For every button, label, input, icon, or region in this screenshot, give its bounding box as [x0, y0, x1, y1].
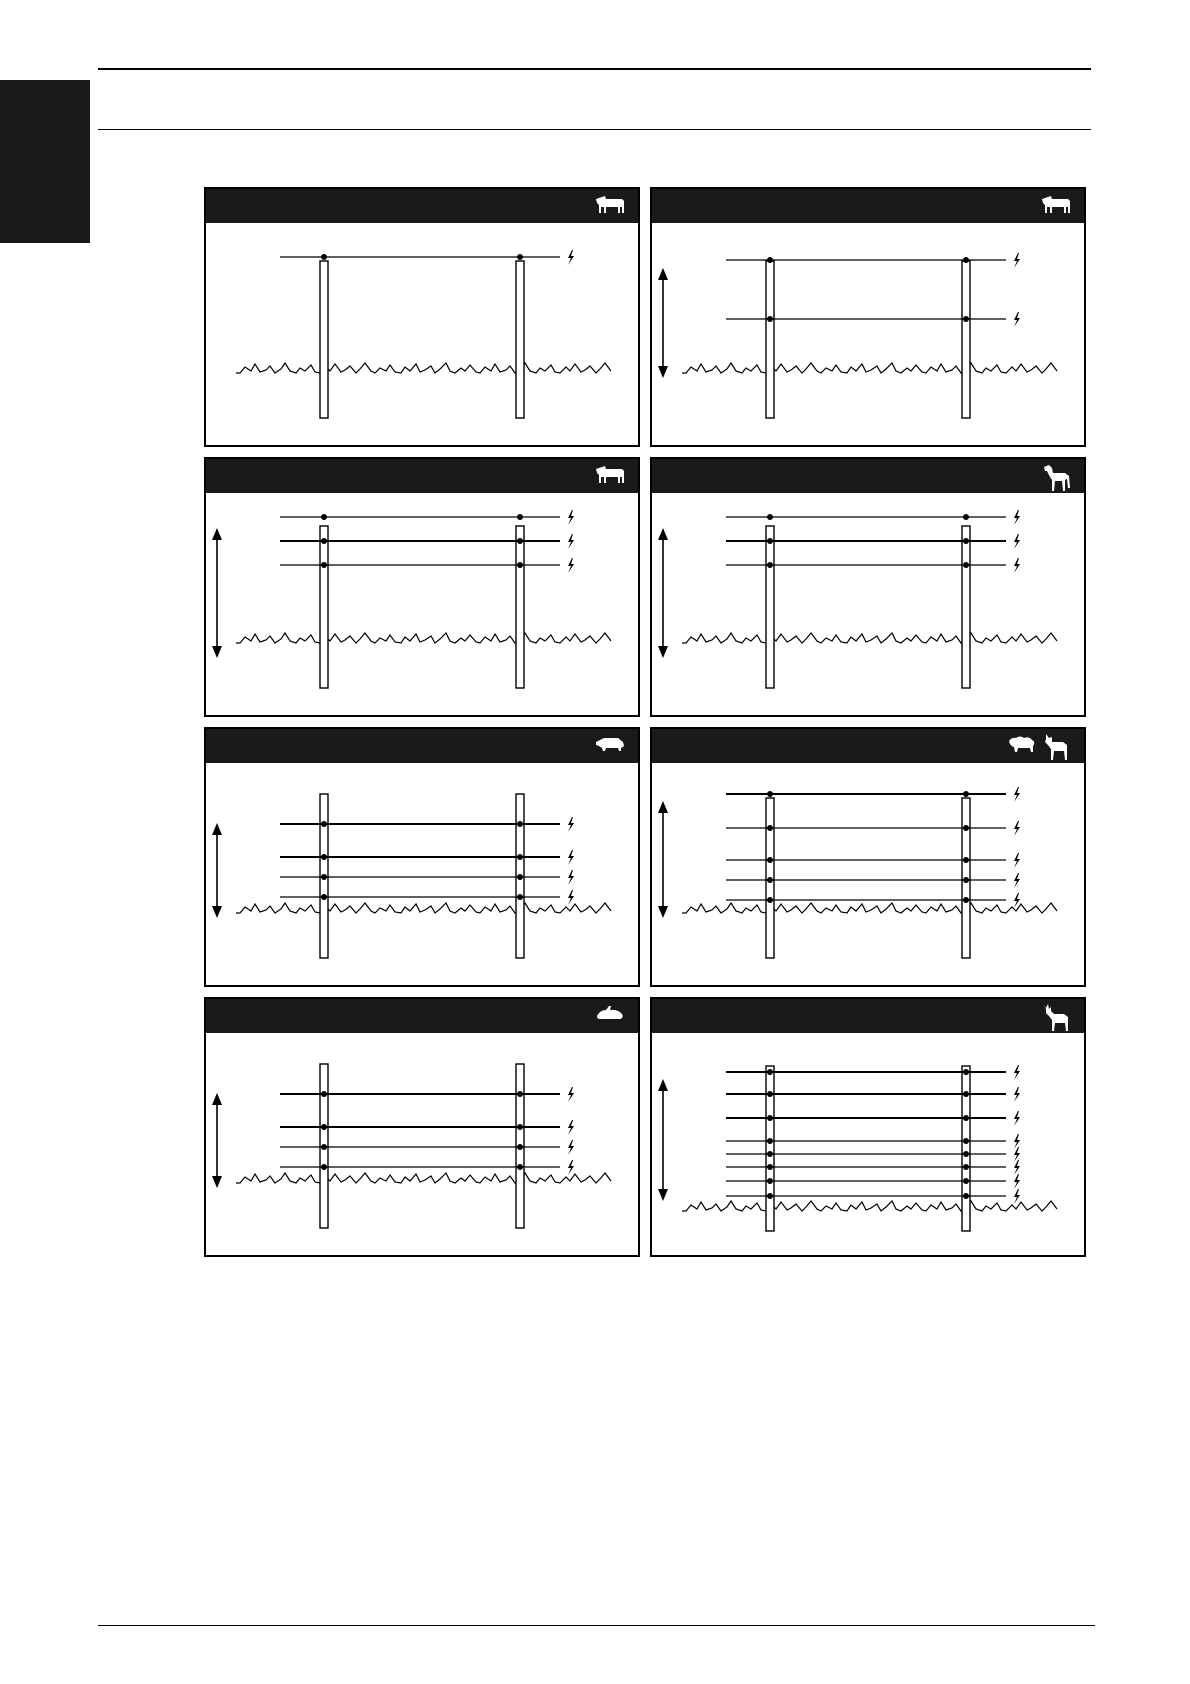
- fence-post-left: [766, 261, 774, 418]
- ground-grass: [236, 1173, 611, 1183]
- electric-bolt-icon: [568, 817, 574, 832]
- fence-panel-pig-4-wire: [204, 727, 640, 987]
- insulator: [517, 894, 523, 900]
- insulator: [321, 562, 327, 568]
- insulator: [321, 538, 327, 544]
- insulator: [517, 538, 523, 544]
- fence-panel-cattle-2-wire: [650, 187, 1086, 447]
- electric-bolt-icon: [568, 1120, 574, 1135]
- panel-header: [206, 459, 638, 493]
- insulator: [767, 538, 773, 544]
- panel-header: [652, 459, 1084, 493]
- ground-grass: [682, 633, 1057, 643]
- header-sub-rule: [98, 129, 1091, 130]
- insulator: [517, 874, 523, 880]
- insulator: [767, 791, 773, 797]
- insulator: [963, 1151, 969, 1157]
- insulator: [963, 514, 969, 520]
- electric-bolt-icon: [1014, 534, 1020, 549]
- header-rule: [98, 68, 1091, 70]
- insulator: [963, 857, 969, 863]
- fence-panel-cattle-3-wire: [204, 457, 640, 717]
- electric-bolt-icon: [1014, 821, 1020, 836]
- panel-header: [652, 189, 1084, 223]
- fence-panel-sheep-goat-5-wire: [650, 727, 1086, 987]
- fence-post-left: [766, 1066, 774, 1231]
- insulator: [767, 514, 773, 520]
- insulator: [517, 254, 523, 260]
- electric-bolt-icon: [1014, 510, 1020, 525]
- panel-header: [206, 189, 638, 223]
- ground-grass: [682, 1201, 1057, 1211]
- height-arrow-icon: [658, 268, 668, 378]
- electric-bolt-icon: [568, 870, 574, 885]
- insulator: [517, 1091, 523, 1097]
- electric-bolt-icon: [568, 890, 574, 905]
- electric-bolt-icon: [1014, 1065, 1020, 1080]
- insulator: [321, 854, 327, 860]
- fence-post-right: [962, 526, 970, 688]
- electric-bolt-icon: [1014, 1111, 1020, 1126]
- insulator: [767, 562, 773, 568]
- insulator: [517, 854, 523, 860]
- insulator: [767, 825, 773, 831]
- electric-bolt-icon: [1014, 1087, 1020, 1102]
- insulator: [321, 874, 327, 880]
- ground-grass: [236, 633, 611, 643]
- ground-grass: [236, 903, 611, 913]
- electric-bolt-icon: [568, 250, 574, 265]
- insulator: [767, 1115, 773, 1121]
- insulator: [767, 897, 773, 903]
- fence-diagram: [206, 223, 638, 445]
- cow-icon: [1040, 193, 1072, 223]
- insulator: [767, 1069, 773, 1075]
- cow-icon: [594, 193, 626, 223]
- insulator: [321, 1124, 327, 1130]
- insulator: [321, 514, 327, 520]
- electric-bolt-icon: [1014, 1160, 1020, 1175]
- insulator: [963, 791, 969, 797]
- insulator: [963, 1069, 969, 1075]
- insulator: [963, 562, 969, 568]
- insulator: [767, 1091, 773, 1097]
- fence-panel-rabbit-4-wire: [204, 997, 640, 1257]
- horse-icon: [1040, 463, 1072, 493]
- deer-icon: [1040, 1003, 1072, 1033]
- electric-bolt-icon: [1014, 1134, 1020, 1149]
- electric-bolt-icon: [1014, 1174, 1020, 1189]
- fence-panel-horse-3-wire: [650, 457, 1086, 717]
- insulator: [517, 1164, 523, 1170]
- sheep-icon: [1006, 733, 1038, 763]
- panel-header: [206, 729, 638, 763]
- electric-bolt-icon: [1014, 312, 1020, 327]
- ground-grass: [682, 903, 1057, 913]
- fence-post-right: [962, 1066, 970, 1231]
- insulator: [517, 562, 523, 568]
- goat-icon: [1040, 733, 1072, 763]
- electric-bolt-icon: [568, 534, 574, 549]
- fence-post-right: [516, 261, 524, 418]
- electric-bolt-icon: [1014, 853, 1020, 868]
- rabbit-icon: [594, 1003, 626, 1033]
- insulator: [963, 1178, 969, 1184]
- insulator: [963, 897, 969, 903]
- insulator: [321, 821, 327, 827]
- height-arrow-icon: [658, 1079, 668, 1201]
- insulator: [963, 1164, 969, 1170]
- fence-post-left: [766, 526, 774, 688]
- panel-header: [206, 999, 638, 1033]
- height-arrow-icon: [658, 801, 668, 918]
- insulator: [963, 1193, 969, 1199]
- insulator: [767, 1138, 773, 1144]
- electric-bolt-icon: [568, 558, 574, 573]
- electric-bolt-icon: [568, 1140, 574, 1155]
- insulator: [963, 538, 969, 544]
- ground-grass: [236, 363, 611, 373]
- insulator: [767, 257, 773, 263]
- insulator: [963, 825, 969, 831]
- insulator: [963, 316, 969, 322]
- insulator: [767, 857, 773, 863]
- ground-grass: [682, 363, 1057, 373]
- electric-bolt-icon: [1014, 1147, 1020, 1162]
- insulator: [321, 254, 327, 260]
- fence-post-left: [320, 526, 328, 688]
- fence-diagram: [206, 1033, 638, 1255]
- electric-bolt-icon: [1014, 1189, 1020, 1204]
- pig-icon: [594, 733, 626, 763]
- panel-header: [652, 729, 1084, 763]
- fence-post-right: [962, 261, 970, 418]
- height-arrow-icon: [212, 1093, 222, 1188]
- insulator: [517, 514, 523, 520]
- fence-diagram: [652, 223, 1084, 445]
- electric-bolt-icon: [1014, 787, 1020, 802]
- insulator: [963, 1115, 969, 1121]
- fence-diagram: [206, 763, 638, 985]
- height-arrow-icon: [212, 528, 222, 658]
- electric-bolt-icon: [1014, 558, 1020, 573]
- insulator: [321, 1164, 327, 1170]
- insulator: [767, 1164, 773, 1170]
- fence-diagram: [206, 493, 638, 715]
- insulator: [517, 1144, 523, 1150]
- electric-bolt-icon: [568, 850, 574, 865]
- cow-icon: [594, 463, 626, 493]
- panel-header: [652, 999, 1084, 1033]
- fence-panel-deer-8-wire: [650, 997, 1086, 1257]
- insulator: [963, 1138, 969, 1144]
- insulator: [321, 1091, 327, 1097]
- electric-bolt-icon: [568, 510, 574, 525]
- insulator: [767, 877, 773, 883]
- fence-post-right: [516, 526, 524, 688]
- electric-bolt-icon: [568, 1160, 574, 1175]
- insulator: [963, 257, 969, 263]
- footer-rule: [98, 1625, 1095, 1626]
- height-arrow-icon: [212, 823, 222, 918]
- height-arrow-icon: [658, 528, 668, 658]
- electric-bolt-icon: [1014, 873, 1020, 888]
- insulator: [963, 877, 969, 883]
- fence-diagram: [652, 763, 1084, 985]
- insulator: [767, 1178, 773, 1184]
- fence-diagram: [652, 493, 1084, 715]
- insulator: [517, 1124, 523, 1130]
- language-tab: [0, 80, 90, 243]
- insulator: [767, 316, 773, 322]
- electric-bolt-icon: [568, 1087, 574, 1102]
- electric-bolt-icon: [1014, 253, 1020, 268]
- insulator: [767, 1151, 773, 1157]
- insulator: [767, 1193, 773, 1199]
- fence-post-left: [320, 261, 328, 418]
- fence-panel-cattle-1-wire: [204, 187, 640, 447]
- fence-diagram: [652, 1033, 1084, 1255]
- insulator: [321, 1144, 327, 1150]
- insulator: [963, 1091, 969, 1097]
- insulator: [321, 894, 327, 900]
- insulator: [517, 821, 523, 827]
